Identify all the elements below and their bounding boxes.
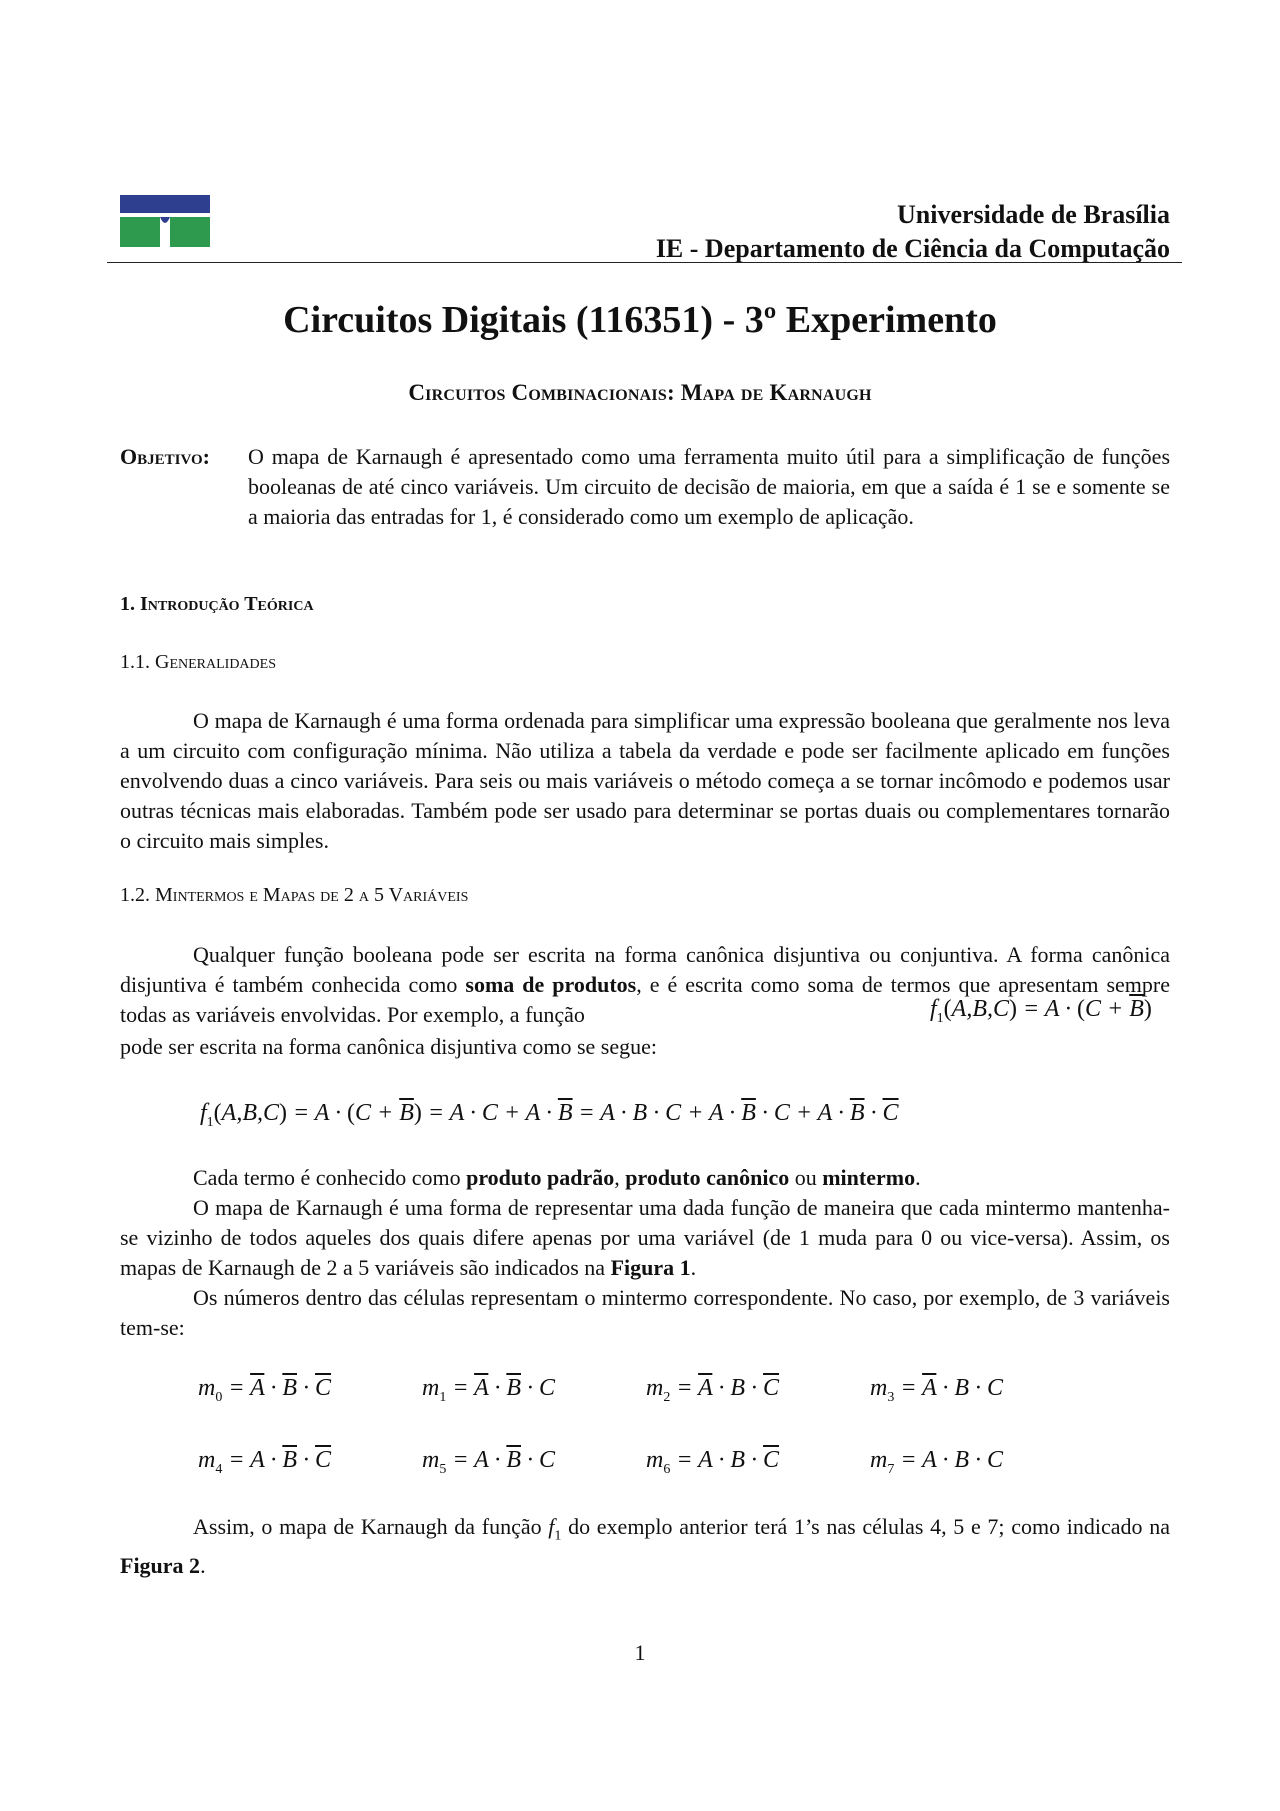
university-name: Universidade de Brasília: [896, 200, 1170, 229]
paragraph-generalidades-text: O mapa de Karnaugh é uma forma ordenada para simplificar uma expressão booleana que geralmente nos leva a um circuito com configuração mínima. Não utiliza a tabela da verdade e pode ser facilmente aplicado em funções envolvendo duas a cinco variáveis. Para seis ou mais variáveis o método começa a se tornar incômodo e podemos usar outras técnicas mais elaboradas. Também pode ser usado para determinar se portas duais ou complementares tornarão o circuito mais simples.: [120, 708, 1170, 853]
paragraph-canonical-end: pode ser escrita na forma canônica disjuntiva como se segue:: [120, 1034, 657, 1059]
page-subtitle: Circuitos Combinacionais: Mapa de Karnaugh: [408, 380, 872, 405]
equation-inline-f1: $f_1(A,B,C) = A \cdot (C + \overline{B})$: [930, 996, 1152, 1026]
objective-label: Objetivo:: [120, 444, 210, 469]
section-1-1-heading: 1.1. Generalidades: [120, 651, 276, 673]
minterm-m6: $m_6 = A \cdot B \cdot \overline{C}$: [646, 1447, 780, 1477]
objective-text: O mapa de Karnaugh é apresentado como uma ferramenta muito útil para a simplificação de funções booleanas de até cinco variáveis. Um circuito de decisão de maioria, em que a saída é 1 se e somente se a maioria das entradas for 1, é considerado como um exemplo de aplicação.: [248, 444, 1170, 529]
institution-header: [656, 198, 1170, 266]
university-logo: [120, 195, 210, 247]
paragraph-minterm-numbers: Os números dentro das células representam o mintermo correspondente. No caso, por exemplo, de 3 variáveis tem-se:: [120, 1285, 1170, 1340]
paragraph-canonical: Qualquer função booleana pode ser escrita na forma canônica disjuntiva ou conjuntiva. A forma canônica disjuntiva é também conhecida como soma de produtos, e é escrita como soma de termos que apresentam sempre todas as variáveis envolvidas. Por exemplo, a função: [120, 942, 1170, 1027]
paragraph-generalidades: [120, 706, 1170, 856]
minterm-m3: $m_3 = \overline{A} \cdot B \cdot C$: [870, 1375, 1004, 1405]
paragraph-karnaugh-map: O mapa de Karnaugh é uma forma de representar uma dada função de maneira que cada mintermo mantenha-se vizinho de todos aqueles dos quais difere apenas por uma variável (de 1 muda para 0 ou vice-versa). Assim, os mapas de Karnaugh de 2 a 5 variáveis são indicados na Figura 1.: [120, 1195, 1170, 1280]
paragraph-termo: Cada termo é conhecido como produto padrão, produto canônico ou mintermo.: [193, 1165, 921, 1190]
minterm-m0: $m_0 = \overline{A} \cdot \overline{B} \cdot \overline{C}$: [198, 1375, 332, 1405]
bold-soma-de-produtos: soma de produtos: [465, 972, 637, 997]
minterm-m5: $m_5 = A \cdot \overline{B} \cdot C$: [422, 1447, 556, 1477]
paragraph-f1-map: Assim, o mapa de Karnaugh da função $f_1$ do exemplo anterior terá 1’s nas células 4, 5 e 7; como indicado na Figura 2.: [120, 1514, 1170, 1579]
page-title: Circuitos Digitais (116351) - 3º Experimento: [283, 299, 997, 341]
equation-f1-expansion: $f_1(A,B,C) = A \cdot (C + \overline{B}) = A \cdot C + A \cdot \overline{B} = A \cdot B \cdot C + A \cdot \overline{B} \cdot C + A \cdot \overline{B} \cdot \overline{C}$: [200, 1100, 899, 1130]
page-number: 1: [634, 1640, 646, 1665]
header-rule: [107, 262, 1182, 263]
minterm-m4: $m_4 = A \cdot \overline{B} \cdot \overline{C}$: [198, 1447, 332, 1477]
section-1-heading: 1. Introdução Teórica: [120, 593, 314, 615]
objective-block: [120, 442, 1170, 532]
minterm-m7: $m_7 = A \cdot B \cdot C$: [870, 1447, 1003, 1477]
section-1-2-heading: 1.2. Mintermos e Mapas de 2 a 5 Variáveis: [120, 884, 469, 906]
minterm-m1: $m_1 = \overline{A} \cdot \overline{B} \cdot C$: [422, 1375, 556, 1405]
department-name: IE - Departamento de Ciência da Computação: [655, 234, 1170, 263]
minterm-m2: $m_2 = \overline{A} \cdot B \cdot \overline{C}$: [646, 1375, 780, 1405]
